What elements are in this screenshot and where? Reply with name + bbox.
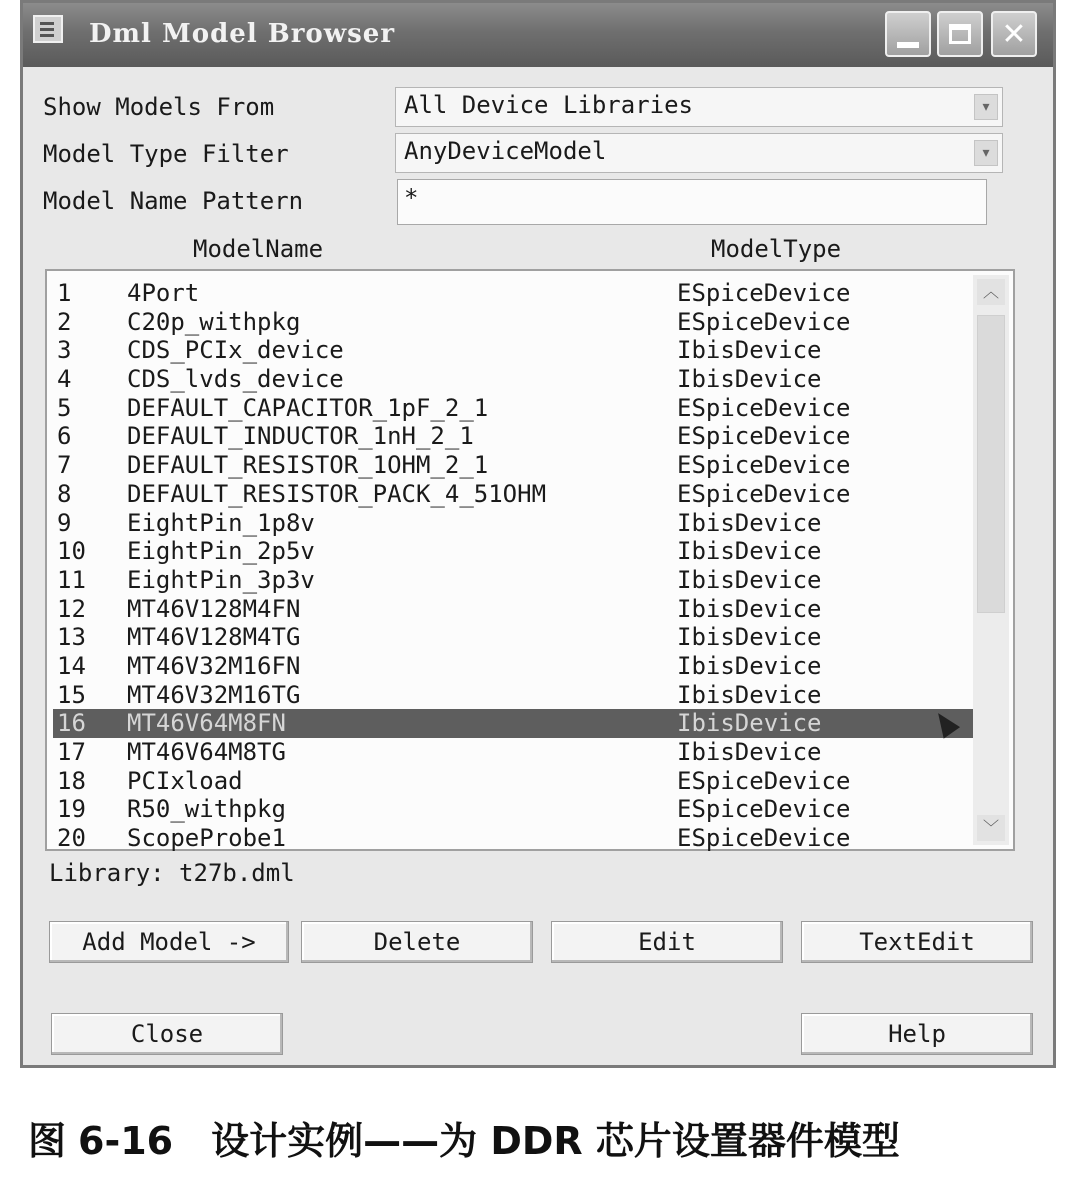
figure-caption	[28, 1110, 900, 1165]
model-type-cell: ESpiceDevice	[677, 279, 851, 307]
model-name-cell: 4Port	[127, 279, 200, 307]
row-number: 2	[57, 307, 72, 336]
maximize-button[interactable]	[937, 11, 983, 57]
model-type-cell: IbisDevice	[677, 365, 822, 394]
app-icon[interactable]	[33, 15, 63, 43]
minimize-icon	[897, 42, 919, 48]
model-name-cell: MT46V128M4TG	[127, 623, 301, 652]
row-number: 8	[57, 479, 72, 508]
model-name-pattern-input[interactable]: *	[397, 179, 987, 225]
model-name-cell: MT46V64M8TG	[127, 738, 286, 766]
caption-number: 6-16	[78, 1119, 174, 1163]
model-name-cell: DEFAULT_INDUCTOR_1nH_2_1	[127, 422, 474, 451]
maximize-icon	[949, 24, 971, 44]
row-number: 9	[57, 508, 72, 537]
dml-model-browser-window	[20, 0, 1056, 1068]
close-button[interactable]: Close	[51, 1013, 283, 1055]
table-row[interactable]	[53, 681, 973, 710]
model-type-cell: IbisDevice	[677, 508, 822, 537]
table-row[interactable]	[53, 824, 973, 853]
row-number: 5	[57, 393, 72, 422]
model-name-cell: DEFAULT_CAPACITOR_1pF_2_1	[127, 393, 489, 422]
model-type-cell: ESpiceDevice	[677, 795, 851, 824]
table-row[interactable]	[53, 595, 973, 624]
table-row[interactable]	[53, 509, 973, 538]
model-type-cell: IbisDevice	[677, 336, 822, 365]
delete-button[interactable]: Delete	[301, 921, 533, 963]
show-models-from-value: All Device Libraries	[404, 91, 693, 119]
model-type-cell: ESpiceDevice	[677, 307, 851, 336]
add-model-button[interactable]: Add Model ->	[49, 921, 289, 963]
library-label: Library: t27b.dml	[49, 859, 295, 887]
row-number: 3	[57, 336, 72, 365]
model-type-cell: IbisDevice	[677, 537, 822, 566]
row-number: 17	[57, 738, 86, 766]
model-type-cell: ESpiceDevice	[677, 766, 851, 795]
table-row[interactable]	[53, 451, 973, 480]
column-header-modelname[interactable]: ModelName	[193, 235, 324, 263]
table-row[interactable]	[53, 336, 973, 365]
table-row[interactable]	[53, 738, 973, 767]
table-row[interactable]	[53, 566, 973, 595]
model-type-cell: ESpiceDevice	[677, 824, 851, 853]
model-type-cell: IbisDevice	[677, 709, 822, 738]
help-button[interactable]: Help	[801, 1013, 1033, 1055]
row-number: 15	[57, 680, 86, 709]
row-number: 18	[57, 766, 86, 795]
row-number: 19	[57, 795, 86, 824]
model-type-cell: IbisDevice	[677, 651, 822, 680]
textedit-button[interactable]: TextEdit	[801, 921, 1033, 963]
model-name-cell: ScopeProbe1	[127, 824, 286, 853]
model-name-pattern-label: Model Name Pattern	[43, 187, 304, 215]
table-row[interactable]	[53, 279, 973, 308]
window-title: Dml Model Browser	[89, 19, 396, 49]
table-row[interactable]	[53, 394, 973, 423]
table-row[interactable]	[53, 480, 973, 509]
chevron-down-icon[interactable]: ▾	[974, 140, 998, 166]
model-name-cell: C20p_withpkg	[127, 307, 301, 336]
model-list-rows	[53, 279, 973, 853]
vertical-scrollbar[interactable]	[973, 275, 1009, 845]
model-name-cell: CDS_lvds_device	[127, 365, 344, 394]
chevron-down-icon[interactable]: ▾	[974, 94, 998, 120]
model-name-cell: PCIxload	[127, 766, 243, 795]
row-number: 10	[57, 537, 86, 566]
column-header-modeltype[interactable]: ModelType	[711, 235, 842, 263]
model-type-cell: ESpiceDevice	[677, 451, 851, 480]
table-row[interactable]	[53, 623, 973, 652]
model-name-cell: CDS_PCIx_device	[127, 336, 344, 365]
model-name-cell: EightPin_2p5v	[127, 537, 315, 566]
show-models-from-select[interactable]	[395, 87, 1003, 127]
row-number: 20	[57, 824, 86, 853]
table-row[interactable]	[53, 767, 973, 796]
row-number: 4	[57, 365, 72, 394]
row-number: 16	[57, 709, 86, 738]
model-list[interactable]	[45, 269, 1015, 851]
caption-prefix: 图	[28, 1119, 67, 1163]
table-row[interactable]	[53, 652, 973, 681]
edit-button[interactable]: Edit	[551, 921, 783, 963]
model-type-cell: IbisDevice	[677, 738, 822, 766]
model-type-cell: IbisDevice	[677, 623, 822, 652]
minimize-button[interactable]	[885, 11, 931, 57]
model-name-cell: EightPin_3p3v	[127, 565, 315, 594]
table-row[interactable]	[53, 365, 973, 394]
model-type-cell: ESpiceDevice	[677, 422, 851, 451]
model-name-cell: EightPin_1p8v	[127, 508, 315, 537]
title-bar[interactable]	[23, 3, 1053, 67]
model-type-filter-label: Model Type Filter	[43, 140, 289, 168]
model-name-cell: R50_withpkg	[127, 795, 286, 824]
model-type-cell: IbisDevice	[677, 680, 822, 709]
model-type-cell: ESpiceDevice	[677, 393, 851, 422]
model-name-cell: DEFAULT_RESISTOR_1OHM_2_1	[127, 451, 489, 480]
scroll-up-icon[interactable]: ︿	[977, 279, 1005, 305]
caption-text: 设计实例——为 DDR 芯片设置器件模型	[211, 1119, 900, 1163]
scrollbar-thumb[interactable]	[977, 315, 1005, 613]
show-models-from-label: Show Models From	[43, 93, 275, 121]
model-type-filter-value: AnyDeviceModel	[404, 137, 607, 165]
close-icon: ✕	[1001, 16, 1027, 52]
model-type-filter-select[interactable]	[395, 133, 1003, 173]
table-row[interactable]	[53, 422, 973, 451]
table-row[interactable]	[53, 308, 973, 337]
row-number: 7	[57, 451, 72, 480]
model-type-cell: IbisDevice	[677, 594, 822, 623]
row-number: 13	[57, 623, 86, 652]
model-name-cell: MT46V32M16FN	[127, 651, 301, 680]
close-window-button[interactable]	[991, 11, 1037, 57]
row-number: 11	[57, 565, 86, 594]
table-row[interactable]	[53, 795, 973, 824]
table-row[interactable]	[53, 709, 977, 738]
row-number: 1	[57, 279, 72, 307]
scroll-down-icon[interactable]: ﹀	[977, 815, 1005, 841]
model-name-cell: MT46V128M4FN	[127, 594, 301, 623]
model-name-cell: MT46V64M8FN	[127, 709, 286, 738]
model-type-cell: ESpiceDevice	[677, 479, 851, 508]
table-row[interactable]	[53, 537, 973, 566]
model-name-cell: MT46V32M16TG	[127, 680, 301, 709]
row-number: 14	[57, 651, 86, 680]
model-type-cell: IbisDevice	[677, 565, 822, 594]
model-name-cell: DEFAULT_RESISTOR_PACK_4_51OHM	[127, 479, 547, 508]
row-number: 6	[57, 422, 72, 451]
row-number: 12	[57, 594, 86, 623]
